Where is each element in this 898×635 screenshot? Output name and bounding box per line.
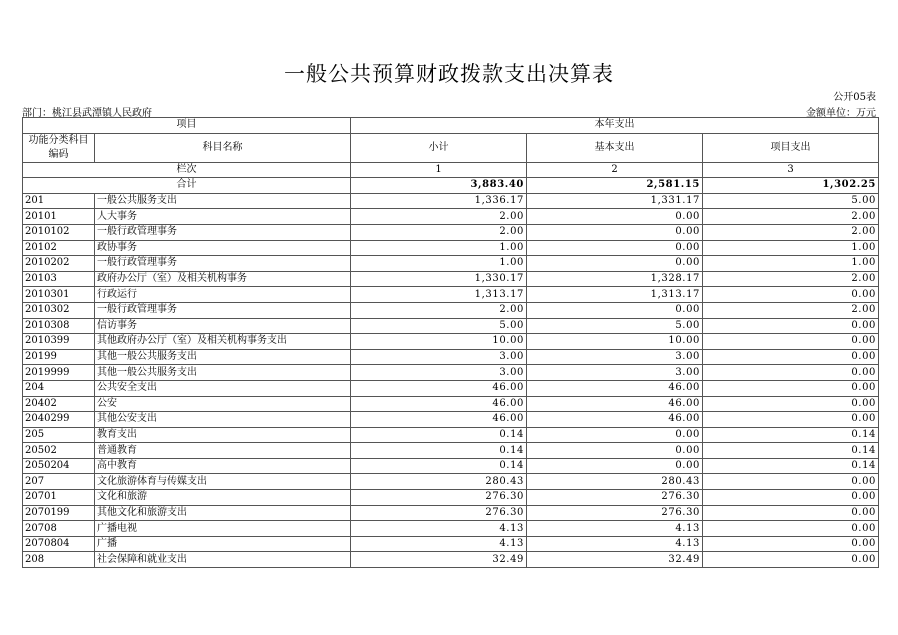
row-project: 0.14 — [703, 443, 879, 459]
row-project: 0.00 — [703, 552, 879, 568]
table-row — [23, 287, 879, 303]
table-row — [23, 349, 879, 365]
row-name: 其他公安支出 — [95, 412, 351, 428]
row-code: 20102 — [23, 240, 95, 256]
table-row — [23, 412, 879, 428]
column-label: 栏次 — [23, 162, 351, 178]
row-project: 0.00 — [703, 521, 879, 537]
row-code: 2070199 — [23, 505, 95, 521]
row-basic: 0.00 — [527, 427, 703, 443]
row-project: 2.00 — [703, 224, 879, 240]
row-name: 信访事务 — [95, 318, 351, 334]
row-subtotal: 46.00 — [351, 380, 527, 396]
row-code: 205 — [23, 427, 95, 443]
row-project: 2.00 — [703, 302, 879, 318]
total-basic: 2,581.15 — [527, 178, 703, 194]
row-basic: 280.43 — [527, 474, 703, 490]
unit-label: 金额单位：万元 — [806, 108, 876, 119]
table-row — [23, 521, 879, 537]
table-row — [23, 271, 879, 287]
table-row — [23, 240, 879, 256]
row-subtotal: 0.14 — [351, 427, 527, 443]
row-basic: 0.00 — [527, 209, 703, 225]
row-basic: 3.00 — [527, 365, 703, 381]
row-code: 204 — [23, 380, 95, 396]
table-row — [23, 256, 879, 272]
table-row — [23, 209, 879, 225]
row-name: 普通教育 — [95, 443, 351, 459]
row-subtotal: 1,313.17 — [351, 287, 527, 303]
row-basic: 0.00 — [527, 443, 703, 459]
row-code: 2070804 — [23, 536, 95, 552]
row-basic: 0.00 — [527, 458, 703, 474]
row-project: 0.00 — [703, 349, 879, 365]
row-basic: 46.00 — [527, 412, 703, 428]
row-basic: 46.00 — [527, 380, 703, 396]
row-name: 政协事务 — [95, 240, 351, 256]
table-row — [23, 318, 879, 334]
table-row — [23, 396, 879, 412]
row-project: 0.00 — [703, 318, 879, 334]
row-name: 高中教育 — [95, 458, 351, 474]
row-basic: 276.30 — [527, 505, 703, 521]
header-project: 项目支出 — [703, 133, 879, 162]
row-project: 0.00 — [703, 380, 879, 396]
table-row — [23, 193, 879, 209]
row-basic: 0.00 — [527, 240, 703, 256]
row-subtotal: 32.49 — [351, 552, 527, 568]
row-subtotal: 46.00 — [351, 412, 527, 428]
total-row — [23, 178, 879, 194]
row-name: 一般行政管理事务 — [95, 224, 351, 240]
row-name: 文化和旅游 — [95, 490, 351, 506]
table-row — [23, 505, 879, 521]
row-project: 1.00 — [703, 240, 879, 256]
row-project: 0.14 — [703, 458, 879, 474]
row-subtotal: 1,330.17 — [351, 271, 527, 287]
row-project: 0.00 — [703, 287, 879, 303]
column-number-2: 2 — [527, 162, 703, 178]
row-name: 公安 — [95, 396, 351, 412]
page-title: 一般公共预算财政拨款支出决算表 — [284, 62, 614, 86]
row-subtotal: 1.00 — [351, 256, 527, 272]
row-subtotal: 0.14 — [351, 458, 527, 474]
header-basic: 基本支出 — [527, 133, 703, 162]
row-project: 5.00 — [703, 193, 879, 209]
row-project: 0.00 — [703, 474, 879, 490]
table-row — [23, 490, 879, 506]
row-project: 0.00 — [703, 412, 879, 428]
row-subtotal: 5.00 — [351, 318, 527, 334]
table-row — [23, 365, 879, 381]
row-basic: 3.00 — [527, 349, 703, 365]
row-code: 2010301 — [23, 287, 95, 303]
row-subtotal: 1,336.17 — [351, 193, 527, 209]
total-project: 1,302.25 — [703, 178, 879, 194]
row-subtotal: 3.00 — [351, 349, 527, 365]
row-code: 2010399 — [23, 334, 95, 350]
row-project: 2.00 — [703, 271, 879, 287]
row-basic: 1,313.17 — [527, 287, 703, 303]
row-subtotal: 4.13 — [351, 536, 527, 552]
row-code: 2010102 — [23, 224, 95, 240]
row-project: 2.00 — [703, 209, 879, 225]
table-row — [23, 380, 879, 396]
row-subtotal: 276.30 — [351, 490, 527, 506]
table-row — [23, 224, 879, 240]
row-project: 0.00 — [703, 365, 879, 381]
row-subtotal: 10.00 — [351, 334, 527, 350]
row-code: 20402 — [23, 396, 95, 412]
row-code: 20101 — [23, 209, 95, 225]
row-basic: 10.00 — [527, 334, 703, 350]
header-name: 科目名称 — [95, 133, 351, 162]
row-name: 文化旅游体育与传媒支出 — [95, 474, 351, 490]
row-code: 201 — [23, 193, 95, 209]
row-basic: 0.00 — [527, 256, 703, 272]
table-row — [23, 443, 879, 459]
header-row-1 — [23, 118, 879, 134]
department-label: 部门：桃江县武潭镇人民政府 — [22, 108, 152, 119]
table-row — [23, 458, 879, 474]
row-name: 社会保障和就业支出 — [95, 552, 351, 568]
table-row — [23, 536, 879, 552]
row-subtotal: 2.00 — [351, 209, 527, 225]
row-name: 一般行政管理事务 — [95, 256, 351, 272]
row-name: 一般公共服务支出 — [95, 193, 351, 209]
expenditure-table — [22, 117, 879, 568]
row-basic: 5.00 — [527, 318, 703, 334]
row-code: 20103 — [23, 271, 95, 287]
row-name: 一般行政管理事务 — [95, 302, 351, 318]
row-subtotal: 276.30 — [351, 505, 527, 521]
table-row — [23, 474, 879, 490]
column-number-row — [23, 162, 879, 178]
row-basic: 0.00 — [527, 224, 703, 240]
row-basic: 46.00 — [527, 396, 703, 412]
row-name: 教育支出 — [95, 427, 351, 443]
row-code: 2010308 — [23, 318, 95, 334]
table-row — [23, 552, 879, 568]
row-name: 广播 — [95, 536, 351, 552]
row-name: 广播电视 — [95, 521, 351, 537]
row-project: 0.00 — [703, 536, 879, 552]
header-current-year: 本年支出 — [351, 118, 879, 134]
row-name: 其他一般公共服务支出 — [95, 349, 351, 365]
row-basic: 32.49 — [527, 552, 703, 568]
row-name: 其他政府办公厅（室）及相关机构事务支出 — [95, 334, 351, 350]
row-name: 其他文化和旅游支出 — [95, 505, 351, 521]
header-subtotal: 小计 — [351, 133, 527, 162]
total-subtotal: 3,883.40 — [351, 178, 527, 194]
row-code: 20701 — [23, 490, 95, 506]
row-code: 2010202 — [23, 256, 95, 272]
row-code: 20708 — [23, 521, 95, 537]
row-name: 人大事务 — [95, 209, 351, 225]
row-basic: 1,331.17 — [527, 193, 703, 209]
row-project: 1.00 — [703, 256, 879, 272]
row-subtotal: 1.00 — [351, 240, 527, 256]
row-basic: 4.13 — [527, 536, 703, 552]
row-subtotal: 4.13 — [351, 521, 527, 537]
row-code: 207 — [23, 474, 95, 490]
table-row — [23, 302, 879, 318]
row-project: 0.00 — [703, 334, 879, 350]
total-label: 合计 — [23, 178, 351, 194]
column-number-1: 1 — [351, 162, 527, 178]
row-code: 2010302 — [23, 302, 95, 318]
row-code: 2040299 — [23, 412, 95, 428]
row-basic: 0.00 — [527, 302, 703, 318]
header-item: 项目 — [23, 118, 351, 134]
row-name: 行政运行 — [95, 287, 351, 303]
row-subtotal: 3.00 — [351, 365, 527, 381]
row-code: 2019999 — [23, 365, 95, 381]
row-code: 20199 — [23, 349, 95, 365]
row-name: 政府办公厅（室）及相关机构事务 — [95, 271, 351, 287]
row-subtotal: 280.43 — [351, 474, 527, 490]
row-basic: 4.13 — [527, 521, 703, 537]
row-subtotal: 46.00 — [351, 396, 527, 412]
row-project: 0.00 — [703, 396, 879, 412]
row-code: 20502 — [23, 443, 95, 459]
row-subtotal: 2.00 — [351, 224, 527, 240]
table-row — [23, 334, 879, 350]
row-name: 公共安全支出 — [95, 380, 351, 396]
column-number-3: 3 — [703, 162, 879, 178]
form-number: 公开05表 — [833, 92, 876, 103]
row-basic: 276.30 — [527, 490, 703, 506]
row-project: 0.00 — [703, 505, 879, 521]
row-code: 2050204 — [23, 458, 95, 474]
row-basic: 1,328.17 — [527, 271, 703, 287]
row-subtotal: 0.14 — [351, 443, 527, 459]
row-subtotal: 2.00 — [351, 302, 527, 318]
header-code: 功能分类科目编码 — [23, 133, 95, 162]
header-row-2 — [23, 133, 879, 162]
row-project: 0.14 — [703, 427, 879, 443]
row-name: 其他一般公共服务支出 — [95, 365, 351, 381]
table-row — [23, 427, 879, 443]
row-code: 208 — [23, 552, 95, 568]
row-project: 0.00 — [703, 490, 879, 506]
